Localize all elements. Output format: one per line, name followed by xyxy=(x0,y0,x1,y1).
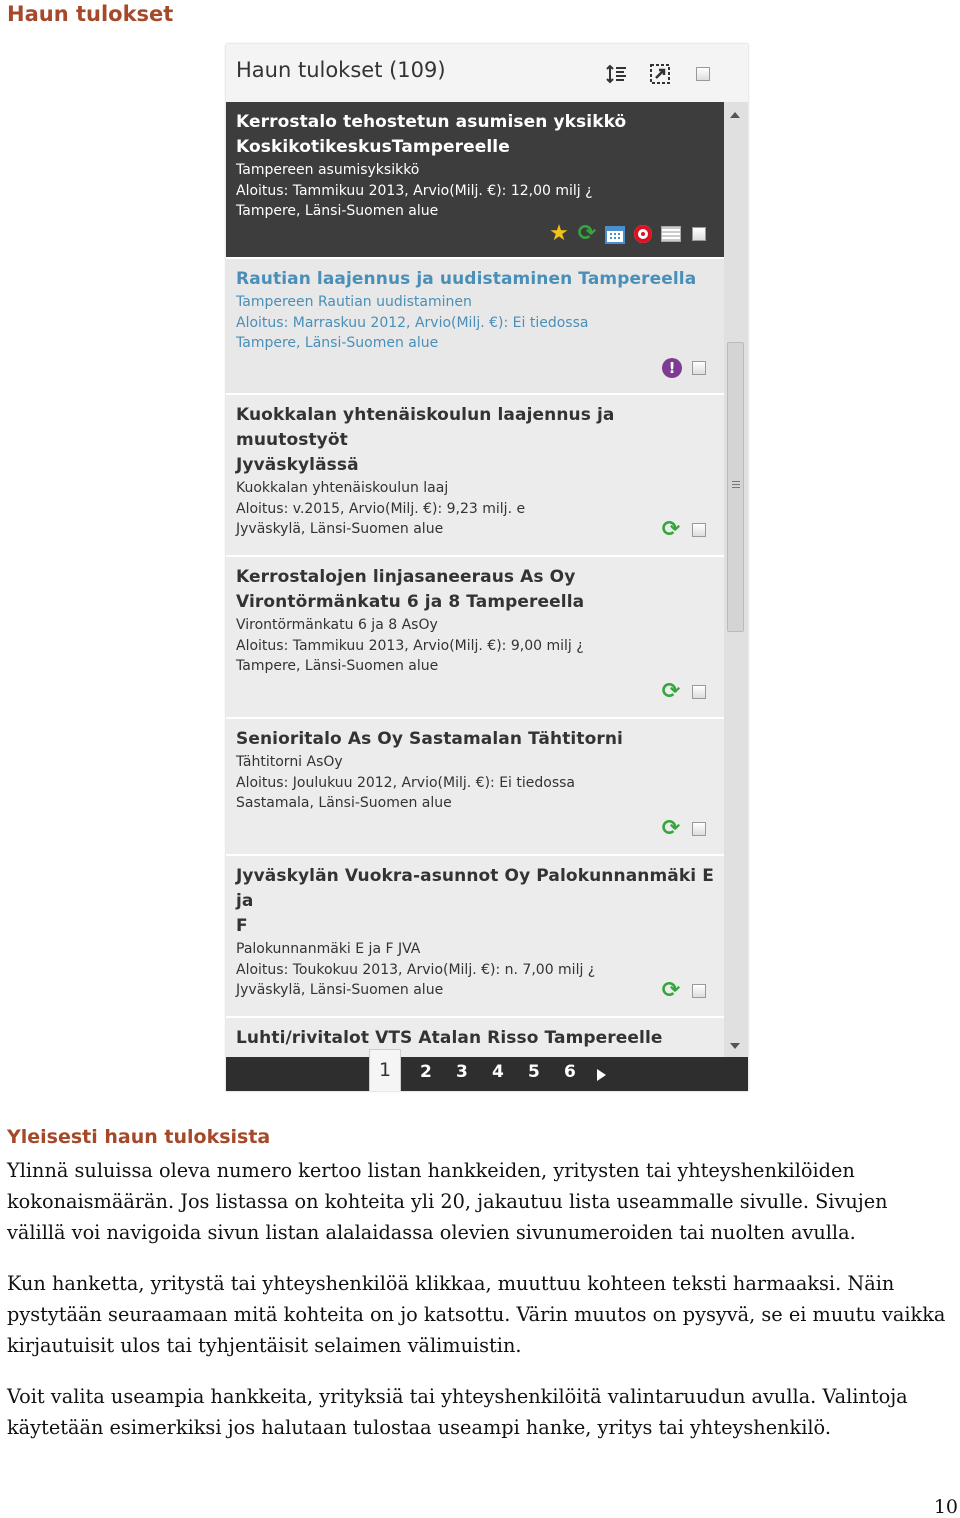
result-subtitle: Palokunnanmäki E ja F JVA xyxy=(236,941,421,957)
result-checkbox[interactable] xyxy=(688,980,710,1002)
result-location: Jyväskylä, Länsi-Suomen alue xyxy=(236,982,444,998)
page-link[interactable]: 4 xyxy=(492,1062,504,1082)
result-title-line2: Virontörmänkatu 6 ja 8 Tampereella xyxy=(236,592,585,612)
panel-title: Haun tulokset (109) xyxy=(236,58,446,82)
refresh-icon[interactable]: ⟳ xyxy=(661,816,681,841)
page-link[interactable]: 2 xyxy=(420,1062,432,1082)
result-location: Sastamala, Länsi-Suomen alue xyxy=(236,795,452,811)
page-link[interactable]: 6 xyxy=(564,1062,576,1082)
expand-icon[interactable] xyxy=(649,63,671,85)
refresh-icon[interactable]: ⟳ xyxy=(661,679,681,704)
star-icon[interactable]: ★ xyxy=(549,221,569,246)
result-item[interactable] xyxy=(226,856,724,1018)
result-checkbox[interactable] xyxy=(688,818,710,840)
panel-header xyxy=(226,44,748,102)
result-title: Senioritalo As Oy Sastamalan Tähtitorni xyxy=(236,729,623,749)
refresh-icon[interactable]: ⟳ xyxy=(577,221,597,246)
grip-icon xyxy=(732,481,740,490)
result-checkbox[interactable] xyxy=(688,519,710,541)
result-location: Jyväskylä, Länsi-Suomen alue xyxy=(236,521,444,537)
pagination xyxy=(226,1057,748,1091)
result-subtitle: Tampereen Rautian uudistaminen xyxy=(236,294,472,310)
page-number: 10 xyxy=(933,1496,958,1518)
result-start-info: Aloitus: Marraskuu 2012, Arvio(Milj. €): Ei tiedossa xyxy=(236,314,589,331)
paragraph: Kun hanketta, yritystä tai yhteyshenkilöä klikkaa, muuttuu kohteen teksti harmaaksi. Näin pystytään seuraamaan mitä kohteita on jo katsottu. Värin muutos on pysyvä, se ei muutu vaikka kirjautuisit ulos tai tyhjentäisit selaimen välimuistin. xyxy=(7,1272,946,1357)
result-start-info: Aloitus: Tammikuu 2013, Arvio(Milj. €): 9,00 milj ¿ xyxy=(236,637,584,654)
result-start-info: Aloitus: v.2015, Arvio(Milj. €): 9,23 milj. e xyxy=(236,500,526,517)
result-title: Kerrostalojen linjasaneeraus As Oy xyxy=(236,567,576,587)
scrollbar-thumb[interactable] xyxy=(727,342,744,632)
refresh-icon[interactable]: ⟳ xyxy=(661,517,681,542)
result-item[interactable] xyxy=(226,557,724,719)
result-subtitle: Virontörmänkatu 6 ja 8 AsOy xyxy=(236,617,438,633)
result-subtitle: Kuokkalan yhtenäiskoulun laaj xyxy=(236,480,449,496)
result-title-line2: Jyväskylässä xyxy=(236,455,359,475)
results-scrollbar[interactable] xyxy=(724,102,748,1057)
refresh-icon[interactable]: ⟳ xyxy=(661,978,681,1003)
page-link[interactable]: 5 xyxy=(528,1062,540,1082)
sort-icon[interactable] xyxy=(606,63,628,85)
result-checkbox[interactable] xyxy=(688,357,710,379)
result-title: Jyväskylän Vuokra-asunnot Oy Palokunnanmäki E ja xyxy=(236,866,714,911)
result-subtitle: Tähtitorni AsOy xyxy=(236,754,343,770)
paragraph: Ylinnä suluissa oleva numero kertoo listan hankkeiden, yritysten tai yhteyshenkilöiden kokonaismäärän. Jos listassa on kohteita yli 20, jakautuu lista useammalle sivulle. Sivujen välillä voi navigoida sivun listan alalaidassa olevien sivunumeroiden tai nuolten avulla. xyxy=(7,1159,888,1244)
document-heading: Haun tulokset xyxy=(7,2,174,26)
record-icon[interactable] xyxy=(632,223,654,245)
result-checkbox[interactable] xyxy=(688,223,710,245)
calendar-icon[interactable] xyxy=(604,223,626,245)
next-arrow-icon[interactable] xyxy=(597,1069,606,1081)
select-all-checkbox[interactable] xyxy=(692,63,714,85)
results-list xyxy=(226,102,724,1057)
section-heading: Yleisesti haun tuloksista xyxy=(7,1126,271,1148)
paragraph: Voit valita useampia hankkeita, yrityksiä tai yhteyshenkilöitä valintaruudun avulla. Valintoja käytetään esimerkiksi jos halutaan tulostaa useampi hanke, yritys tai yhteyshenkilö. xyxy=(7,1385,908,1439)
alert-icon[interactable]: ! xyxy=(662,358,682,378)
result-start-info: Aloitus: Joulukuu 2012, Arvio(Milj. €): Ei tiedossa xyxy=(236,774,575,791)
result-title-line2: F xyxy=(236,916,248,936)
result-location: Tampere, Länsi-Suomen alue xyxy=(236,335,439,351)
page-current[interactable]: 1 xyxy=(369,1049,401,1091)
result-location: Tampere, Länsi-Suomen alue xyxy=(236,203,439,219)
result-start-info: Aloitus: Toukokuu 2013, Arvio(Milj. €): n. 7,00 milj ¿ xyxy=(236,961,596,978)
result-location: Tampere, Länsi-Suomen alue xyxy=(236,658,439,674)
result-title: Luhti/rivitalot VTS Atalan Risso Tampereelle xyxy=(236,1028,663,1048)
result-title: Kuokkalan yhtenäiskoulun laajennus ja muutostyöt xyxy=(236,405,615,450)
result-item[interactable] xyxy=(226,102,724,259)
result-title: Rautian laajennus ja uudistaminen Tampereella xyxy=(236,269,697,289)
search-results-panel xyxy=(226,44,748,1091)
result-title: Kerrostalo tehostetun asumisen yksikkö xyxy=(236,112,627,132)
note-icon[interactable] xyxy=(660,223,682,245)
result-item[interactable] xyxy=(226,719,724,856)
result-item[interactable] xyxy=(226,1018,724,1057)
scroll-up-arrow-icon[interactable] xyxy=(730,112,740,118)
result-start-info: Aloitus: Tammikuu 2013, Arvio(Milj. €): 12,00 milj ¿ xyxy=(236,182,593,199)
result-title-line2: KoskikotikeskusTampereelle xyxy=(236,137,510,157)
result-item[interactable] xyxy=(226,259,724,395)
result-checkbox[interactable] xyxy=(688,681,710,703)
result-item[interactable] xyxy=(226,395,724,557)
page-link[interactable]: 3 xyxy=(456,1062,468,1082)
result-subtitle: Tampereen asumisyksikkö xyxy=(236,162,420,178)
scroll-down-arrow-icon[interactable] xyxy=(730,1043,740,1049)
